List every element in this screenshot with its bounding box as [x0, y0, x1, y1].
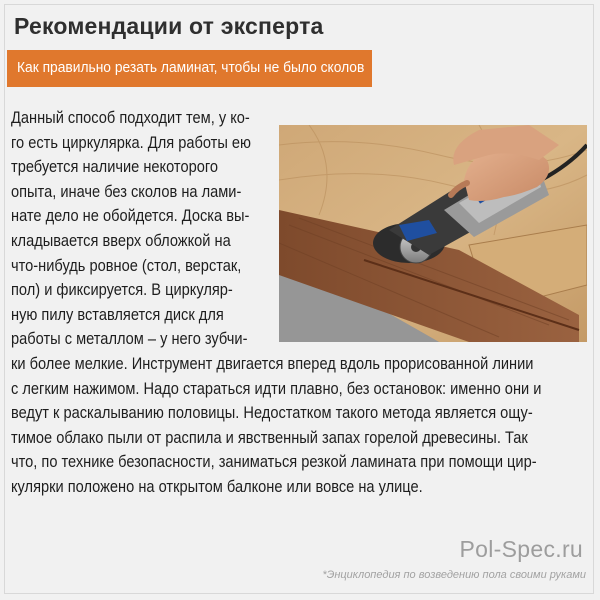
article-line: Данный способ подходит тем, у ко-	[11, 108, 250, 127]
article-line: что-нибудь ровное (стол, верстак,	[11, 255, 242, 275]
footnote: *Энциклопедия по возведению пола своими руками	[322, 569, 586, 581]
article-line: с легким нажимом. Надо стараться идти плавно, без остановок: именно они и	[11, 378, 542, 398]
article-line: тимое облако пыли от распила и явственный запах горелой древесины. Так	[11, 427, 528, 447]
article-line: пол) и фиксируется. В циркуляр-	[11, 280, 233, 300]
article-line: что, по технике безопасности, заниматься резкой ламината при помощи цир-	[11, 452, 537, 472]
article-line: ведут к раскалыванию половицы. Недостатком такого метода является ощу-	[11, 403, 533, 423]
page-title: Рекомендации от эксперта	[14, 13, 324, 39]
article-line: кладывается вверх обложкой на	[11, 230, 231, 250]
article-text	[11, 106, 600, 500]
subtitle-bar	[7, 50, 372, 87]
article-line: требуется наличие некоторого	[11, 157, 218, 177]
article-line: ную пилу вставляется диск для	[11, 304, 224, 324]
article-line: нате дело не обойдется. Доска вы-	[11, 206, 250, 226]
brand-watermark: Pol-Spec.ru	[459, 536, 583, 562]
subtitle-text: Как правильно резать ламинат, чтобы не было сколов	[17, 59, 365, 76]
article-line: ки более мелкие. Инструмент двигается вперед вдоль прорисованной линии	[11, 353, 534, 373]
article-line: кулярки положено на открытом балконе или вовсе на улице.	[11, 476, 423, 496]
article-line: опыта, иначе без сколов на лами-	[11, 181, 242, 201]
article-line: работы с металлом – у него зубчи-	[11, 329, 248, 349]
article-line: го есть циркулярка. Для работы ею	[11, 132, 252, 152]
